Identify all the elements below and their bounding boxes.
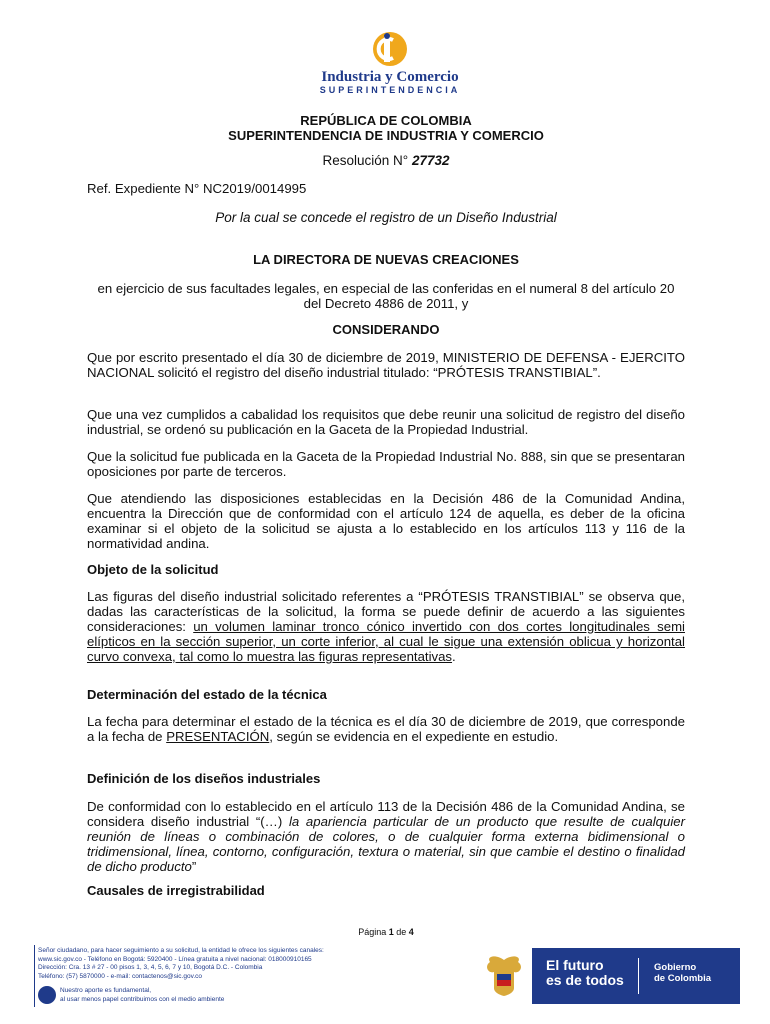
paragraph-publication: Que la solicitud fue publicada en la Gaceta de la Propiedad Industrial No. 888, sin que se presentaran oposiciones por parte de terceros. [87,449,685,479]
section-heading-object: Objeto de la solicitud [87,562,219,577]
brand-divider [638,958,639,994]
footer-line: Dirección: Cra. 13 # 27 - 00 pisos 1, 3, 4, 5, 6, 7 y 10, Bogotá D.C. - Colombia [38,964,263,971]
logo-title: Industria y Comercio [321,69,459,85]
object-description: un volumen laminar tronco cónico invertido con dos cortes longitudinales semi elípticos en la sección superior, un corte inferior, al cual le sigue una extensión oblicua y horizontal curvo convexa, tal como lo muestra las figuras representativas [87,619,685,664]
definition-end: ” [191,859,197,874]
header-country: REPÚBLICA DE COLOMBIA [300,113,472,128]
resolution-label: Resolución N° [322,153,409,168]
section-heading-grounds: Causales de irregistrabilidad [87,883,265,898]
header-entity: SUPERINTENDENCIA DE INDUSTRIA Y COMERCIO [228,128,544,143]
section-heading-definition: Definición de los diseños industriales [87,771,321,786]
state-text: La fecha para determinar el estado de la técnica es el día 30 de diciembre de 2019, que corresponde a la fecha de [87,714,685,744]
considering-heading: CONSIDERANDO [332,322,440,337]
presentation-term: PRESENTACIÓN [166,729,270,744]
footer-eco-message: Nuestro aporte es fundamental, al usar menos papel contribuimos con el medio ambiente [60,987,225,1003]
brand-slogan: El futuro es de todos [546,957,624,988]
footer-contact [38,947,324,981]
government-brand-bar [532,948,740,1004]
state-text-end: , según se evidencia en el expediente en estudio. [269,729,559,744]
footer-line: Señor ciudadano, para hacer seguimiento a su solicitud, la entidad le ofrece los siguientes canales: [38,947,324,954]
eco-icon [38,986,56,1004]
document-header [87,113,685,143]
issuer-title: LA DIRECTORA DE NUEVAS CREACIONES [253,252,519,267]
object-end: . [452,649,456,664]
footer-line: www.sic.gov.co - Teléfono en Bogotá: 5920400 - Línea gratuita a nivel nacional: 018000910165 [38,955,312,963]
paragraph-requirements: Que una vez cumplidos a cabalidad los requisitos que debe reunir una solicitud de registro del diseño industrial, se ordenó su publicación en la Gaceta de la Propiedad Industrial. [87,407,685,437]
logo-subtitle: SUPERINTENDENCIA [319,85,461,95]
case-reference: Ref. Expediente N° NC2019/0014995 [87,181,307,196]
paragraph-state-of-art [87,714,685,744]
resolution-number: 27732 [411,153,450,168]
paragraph-filing: Que por escrito presentado el día 30 de diciembre de 2019, MINISTERIO DE DEFENSA - EJERCITO NACIONAL solicitó el registro del diseño industrial titulado: “PRÓTESIS TRANSTIBIAL”. [87,350,685,380]
resolution-subject: Por la cual se concede el registro de un Diseño Industrial [215,210,557,225]
paragraph-examination: Que atendiendo las disposiciones establecidas en la Decisión 486 de la Comunidad Andina, encuentra la Dirección que de conformidad con el artículo 124 de aquella, es deber de la oficina examinar si el objeto de la solicitud se ajusta a lo establecido en los artículos 113 y 116 de la normatividad andina. [87,491,685,551]
section-heading-state-of-art: Determinación del estado de la técnica [87,687,327,702]
paragraph-definition [87,799,685,874]
coat-of-arms-icon [484,952,524,998]
definition-text: De conformidad con lo establecido en el artículo 113 de la Decisión 486 de la Comunidad Andina, se considera diseño industrial “(…) [87,799,685,829]
legal-powers: en ejercicio de sus facultades legales, en especial de las conferidas en el numeral 8 del artículo 20 del Decreto 4886 de 2011, y [97,281,675,311]
page-number: Página 1 de 4 [358,927,414,937]
government-label: Gobierno de Colombia [654,962,712,984]
definition-quote: la apariencia particular de un producto que resulte de cualquier reunión de líneas o combinación de colores, o de cualquier forma externa bidimensional o tridimensional, línea, contorno, configuración, textura o material, sin que cambie el destino o finalidad de dicho producto [87,814,685,874]
footer-line: Teléfono: (57) 5870000 - e-mail: contactenos@sic.gov.co [38,972,203,980]
sic-logo [290,30,490,98]
footer-divider [34,945,35,1007]
sic-emblem-icon [367,30,413,68]
resolution-line [87,153,685,168]
paragraph-object [87,589,685,664]
object-text: Las figuras del diseño industrial solicitado referentes a “PRÓTESIS TRANSTIBIAL” se observa que, dadas las características de la solicitud, la forma se puede definir de acuerdo a las siguientes consideraciones: [87,589,685,634]
